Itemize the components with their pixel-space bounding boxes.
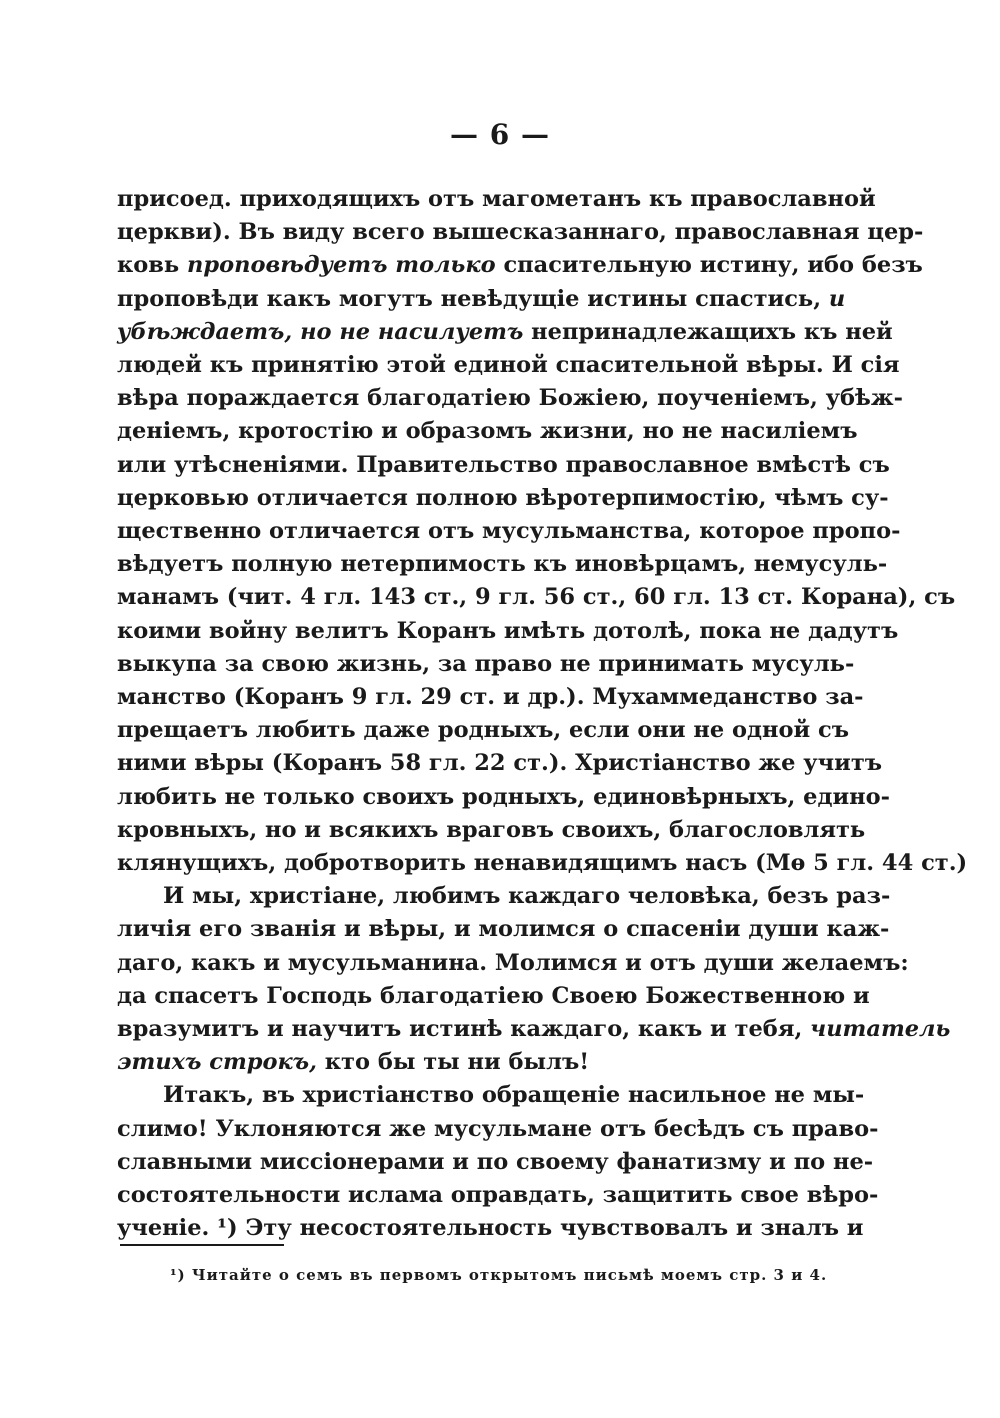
text-segment: И мы, христіане, любимъ каждаго человѣка, безъ раз- xyxy=(163,883,891,910)
text-segment: клянущихъ, добротворить ненавидящимъ насъ (Мѳ 5 гл. 44 ст.) xyxy=(117,850,968,876)
text-segment: Итакъ, въ христіанство обращеніе насильное не мы- xyxy=(163,1082,865,1109)
text-segment: ковь xyxy=(117,252,187,279)
italic-text: и xyxy=(828,285,846,312)
text-segment: церкви). Въ виду всего вышесказаннаго, православная цер- xyxy=(117,219,924,246)
text-segment: щественно отличается отъ мусульманства, которое пропо- xyxy=(117,518,901,544)
text-segment: вѣра пораждается благодатіею Божіею, поученіемъ, убѣж- xyxy=(117,385,903,412)
text-segment: проповѣди какъ могутъ невѣдущіе истины спастись, xyxy=(117,285,829,312)
footnote: ¹) Читайте о семъ въ первомъ открытомъ письмѣ моемъ стр. 3 и 4. xyxy=(170,1266,828,1284)
text-segment: манамъ (чит. 4 гл. 143 ст., 9 гл. 56 ст., 60 гл. 13 ст. Корана), съ xyxy=(117,584,956,611)
text-segment: или утѣсненіями. Правительство православное вмѣстѣ съ xyxy=(117,451,890,478)
text-segment: ними вѣры (Коранъ 58 гл. 22 ст.). Христіанство же учитъ xyxy=(117,750,883,777)
italic-text: читатель xyxy=(810,1016,951,1042)
text-segment: славными миссіонерами и по своему фанатизму и по не- xyxy=(117,1148,874,1175)
text-segment: слимо! Уклоняются же мусульмане отъ бесѣдъ съ право- xyxy=(117,1115,879,1142)
italic-text: проповѣдуетъ только xyxy=(187,252,496,279)
text-segment: церковью отличается полною вѣротерпимостію, чѣмъ су- xyxy=(117,484,889,511)
text-segment: любить не только своихъ родныхъ, единовѣрныхъ, едино- xyxy=(117,783,890,810)
text-segment: манство (Коранъ 9 гл. 29 ст. и др.). Мухаммеданство за- xyxy=(117,684,864,710)
text-segment: ученіе. ¹) Эту несостоятельность чувствовалъ и зналъ и xyxy=(117,1215,864,1242)
footnote-divider xyxy=(120,1244,284,1246)
text-segment: непринадлежащихъ къ ней xyxy=(523,318,893,345)
text-segment: состоятельности ислама оправдать, защитить свое вѣро- xyxy=(117,1182,879,1208)
text-segment: кто бы ты ни былъ! xyxy=(316,1049,590,1076)
text-segment: деніемъ, кротостію и образомъ жизни, но не насиліемъ xyxy=(117,418,858,445)
text-line xyxy=(117,1208,864,1248)
text-segment: вразумитъ и научитъ истинѣ каждаго, какъ и тебя, xyxy=(117,1016,811,1042)
text-segment: спасительную истину, ибо безъ xyxy=(495,252,923,279)
text-segment: кровныхъ, но и всякихъ враговъ своихъ, благословлять xyxy=(117,816,866,843)
page-number: — 6 — xyxy=(450,118,550,151)
text-segment: личія его званія и вѣры, и молимся о спасеніи души каж- xyxy=(117,916,890,943)
text-segment: коими войну велитъ Коранъ имѣть дотолѣ, пока не дадутъ xyxy=(117,617,899,644)
italic-text: убѣждаетъ, но не насилуетъ xyxy=(117,318,524,345)
text-segment: прещаетъ любить даже родныхъ, если они не одной съ xyxy=(117,717,849,744)
text-segment: выкупа за свою жизнь, за право не принимать мусуль- xyxy=(117,650,855,677)
text-segment: присоед. приходящихъ отъ магометанъ къ православной xyxy=(117,186,876,212)
text-segment: даго, какъ и мусульманина. Молимся и отъ души желаемъ: xyxy=(117,949,909,976)
text-segment: людей къ принятію этой единой спасительной вѣры. И сія xyxy=(117,352,900,378)
text-segment: вѣдуетъ полную нетерпимость къ иновѣрцамъ, немусуль- xyxy=(117,551,888,578)
text-segment: да спасетъ Господь благодатіею Своею Божественною и xyxy=(117,982,870,1009)
italic-text: этихъ строкъ, xyxy=(117,1049,317,1076)
